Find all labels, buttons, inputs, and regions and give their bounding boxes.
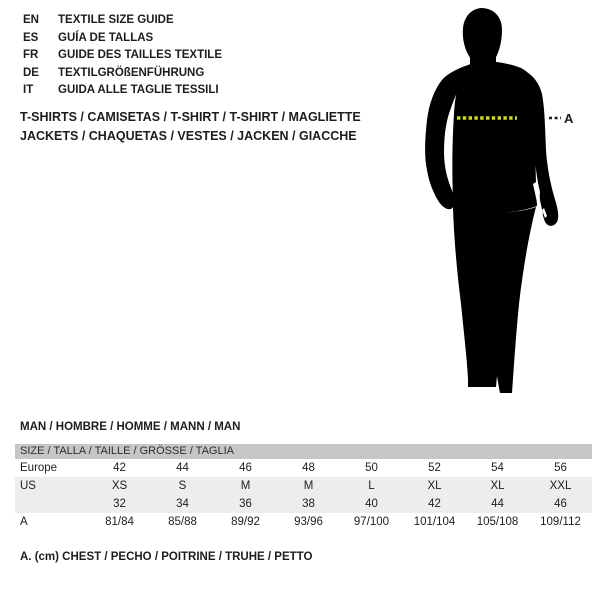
language-label: GUIDA ALLE TAGLIE TESSILI bbox=[58, 84, 219, 97]
size-cell: 52 bbox=[428, 462, 441, 474]
size-cell: 48 bbox=[302, 462, 315, 474]
language-row-en bbox=[23, 12, 222, 30]
table-row-europe bbox=[15, 459, 592, 477]
size-cell: 85/88 bbox=[168, 516, 197, 528]
size-cell: 101/104 bbox=[413, 516, 456, 528]
size-cell: 40 bbox=[365, 498, 378, 510]
size-cell: M bbox=[240, 480, 251, 492]
size-table-header: SIZE / TALLA / TAILLE / GRÖSSE / TAGLIA bbox=[15, 444, 592, 459]
language-row-es bbox=[23, 30, 222, 48]
size-cell: 105/108 bbox=[476, 516, 519, 528]
size-cell: 38 bbox=[302, 498, 315, 510]
size-cell: 50 bbox=[365, 462, 378, 474]
man-silhouette-figure bbox=[413, 4, 578, 394]
size-cell: L bbox=[368, 480, 375, 492]
language-code: EN bbox=[23, 14, 39, 26]
language-label: TEXTILGRÖßENFÜHRUNG bbox=[58, 66, 205, 79]
size-cell: 89/92 bbox=[231, 516, 260, 528]
language-legend bbox=[23, 12, 222, 100]
size-cell: 36 bbox=[239, 498, 252, 510]
section-title-man: MAN / HOMBRE / HOMME / MANN / MAN bbox=[20, 421, 241, 433]
size-table bbox=[15, 444, 592, 531]
size-cell: 109/112 bbox=[540, 516, 581, 528]
category-tshirts: T-SHIRTS / CAMISETAS / T-SHIRT / T-SHIRT / MAGLIETTE bbox=[20, 110, 361, 124]
garment-categories bbox=[20, 108, 361, 146]
size-cell: XS bbox=[111, 480, 128, 492]
language-row-de bbox=[23, 65, 222, 83]
size-cell: M bbox=[303, 480, 314, 492]
size-cell: 42 bbox=[428, 498, 441, 510]
row-label: A bbox=[20, 516, 28, 528]
size-cell: 44 bbox=[176, 462, 189, 474]
size-cell: 34 bbox=[176, 498, 189, 510]
size-cell: XXL bbox=[549, 480, 572, 492]
language-code: DE bbox=[23, 66, 39, 79]
size-cell: 42 bbox=[113, 462, 126, 474]
size-cell: 32 bbox=[113, 498, 126, 510]
row-label bbox=[15, 495, 88, 513]
measurement-footnote: A. (cm) CHEST / PECHO / POITRINE / TRUHE / PETTO bbox=[20, 551, 313, 563]
size-cell: XL bbox=[490, 480, 505, 492]
size-cell: 93/96 bbox=[294, 516, 323, 528]
category-jackets: JACKETS / CHAQUETAS / VESTES / JACKEN / GIACCHE bbox=[20, 129, 357, 143]
size-cell: XL bbox=[427, 480, 442, 492]
row-label: Europe bbox=[20, 462, 58, 474]
silhouette-legs bbox=[453, 207, 536, 393]
size-cell: 54 bbox=[491, 462, 504, 474]
size-cell: 44 bbox=[491, 498, 504, 510]
size-cell: 46 bbox=[554, 498, 567, 510]
silhouette-torso bbox=[452, 61, 537, 214]
language-row-fr bbox=[23, 47, 222, 65]
language-code: IT bbox=[23, 84, 34, 97]
measure-label-a: A bbox=[564, 111, 574, 126]
language-code: FR bbox=[23, 49, 39, 62]
table-row-numeric bbox=[15, 495, 592, 513]
row-label: US bbox=[20, 480, 36, 492]
table-row-chest-cm bbox=[15, 513, 592, 531]
language-row-it bbox=[23, 82, 222, 100]
table-row-us bbox=[15, 477, 592, 495]
size-cell: 81/84 bbox=[105, 516, 134, 528]
language-code: ES bbox=[23, 31, 39, 44]
language-label: TEXTILE SIZE GUIDE bbox=[58, 14, 174, 26]
size-cell: 97/100 bbox=[353, 516, 390, 528]
language-label: GUÍA DE TALLAS bbox=[58, 31, 154, 44]
language-label: GUIDE DES TAILLES TEXTILE bbox=[58, 49, 222, 62]
size-cell: 56 bbox=[554, 462, 567, 474]
size-cell: S bbox=[178, 480, 187, 492]
size-cell: 46 bbox=[239, 462, 252, 474]
